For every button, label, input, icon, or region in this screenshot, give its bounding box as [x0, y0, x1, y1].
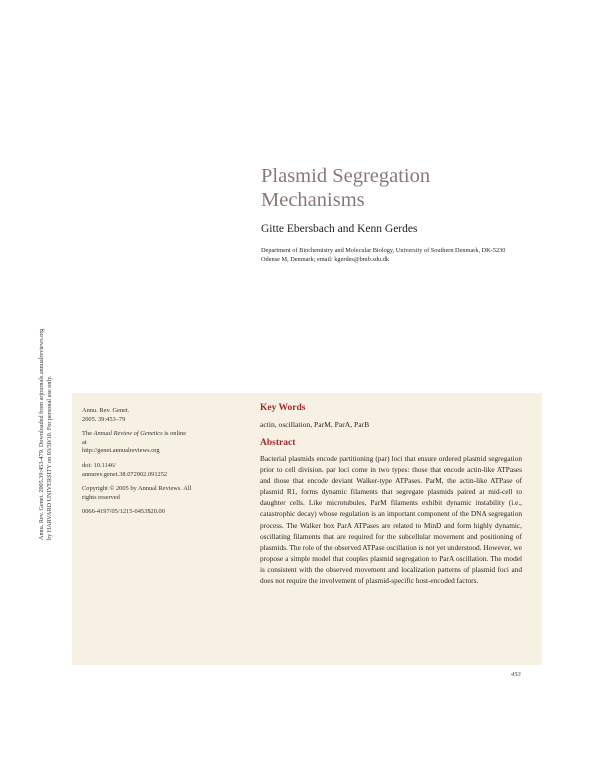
title-line1: Plasmid Segregation [261, 165, 431, 187]
doi-block [82, 462, 192, 479]
doi-label: doi: 10.1146/ [82, 461, 116, 469]
journal-url[interactable]: http://genet.annualreviews.org [82, 447, 160, 455]
copyright: Copyright © 2005 by Annual Reviews. All rights reserved [82, 485, 192, 501]
download-notice [30, 240, 60, 540]
citation-online-block [82, 430, 192, 456]
online-suffix: is online at [82, 430, 187, 446]
online-prefix: The [82, 430, 94, 438]
download-notice-line1: Annu. Rev. Genet. 2005.39:453-479. Downloaded from arjournals.annualreviews.org [38, 328, 45, 540]
title-line2: Mechanisms [261, 189, 365, 211]
citation-journal: Annu. Rev. Genet. [82, 407, 130, 414]
abstract-panel [72, 393, 542, 665]
doi-value: annurev.genet.38.072902.091252 [82, 470, 168, 478]
article-title [261, 164, 430, 212]
online-journal: Annual Review of Genetics [93, 430, 163, 438]
citation-sidebar [82, 407, 192, 523]
download-notice-line2: by HARVARD UNIVERSITY on 03/30/10. For personal use only. [46, 375, 54, 540]
citation-volume: 2005. 39:453–79 [82, 415, 126, 423]
affiliation: Department of Biochemistry and Molecular Biology, University of Southern Denmark, DK-5230 Odense M, Denmark; email: kgerdes@bmb.sdu.dk [261, 247, 506, 263]
abstract-heading: Abstract [260, 438, 296, 448]
key-words: actin, oscillation, ParM, ParA, ParB [260, 420, 370, 429]
key-words-heading: Key Words [260, 403, 306, 413]
abstract-text: Bacterial plasmids encode partitioning (par) loci that ensure ordered plasmid segregation prior to cell division. par loci come in two types: those that encode actin-like ATPases and those that encode deviant Walker-type ATPases. ParM, the actin-like ATPase of plasmid R1, forms dynamic filaments that segregate plasmids paired at mid-cell to daughter cells. Like microtubules, ParM filaments exhibit dynamic instability (i.e., catastrophic decay) whose regulation is an important component of the DNA segregation process. The Walker box ParA ATPases are related to MinD and form highly dynamic, oscillating filaments that are required for the subcellular movement and positioning of plasmids. The role of the observed ATPase oscillation is not yet understood. However, we propose a simple model that couples plasmid segregation to ParA oscillation. The model is consistent with the observed movement and localization patterns of plasmid foci and does not require the involvement of plasmid-specific host-encoded factors. [260, 454, 522, 586]
citation-journal-block [82, 407, 192, 424]
page-number: 453 [511, 671, 521, 678]
issn: 0066-4197/05/1215-0453$20.00 [82, 508, 165, 516]
authors: Gitte Ebersbach and Kenn Gerdes [261, 223, 418, 235]
abstract-column [260, 403, 522, 586]
